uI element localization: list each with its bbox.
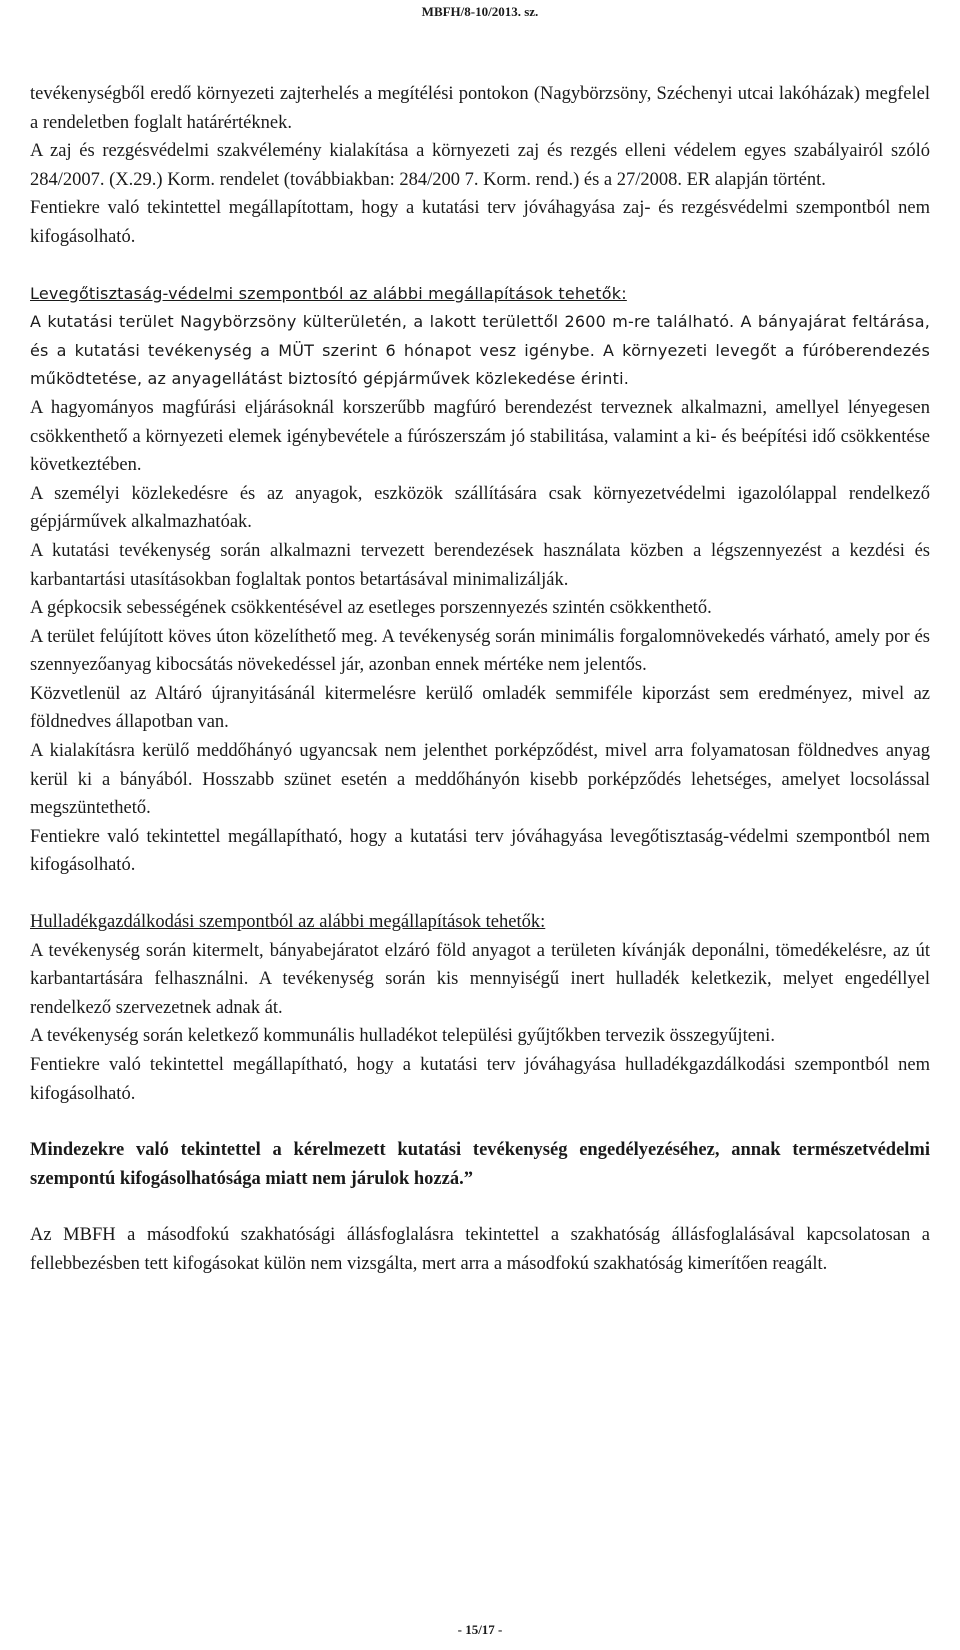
air-paragraph-4: A kutatási tevékenység során alkalmazni tervezett berendezések használata közben a légszennyezést a kezdési és karbantartási utasításokban foglaltak pontos betartásával minimalizálják. bbox=[30, 540, 930, 590]
spacer bbox=[30, 880, 930, 908]
air-paragraph-8: A kialakításra kerülő meddőhányó ugyancsak nem jelenthet porképződést, mivel arra folyamatosan földnedves anyag kerül ki a bányából. Hosszabb szünet esetén a meddőhányón kisebb porképződés lehetséges, amelyet locsolással megszüntethető. bbox=[30, 741, 930, 819]
waste-paragraph-1: A tevékenység során kitermelt, bányabejáratot elzáró föld anyagot a területen kívánják deponálni, tömedékelésre, az út karbantartására felhasználni. A tevékenység során kis mennyiségű inert hulladék keletkezik, melyet engedéllyel rendelkező szervezetnek adnak át. bbox=[30, 940, 930, 1018]
air-paragraph-1: A kutatási terület Nagybörzsöny külterületén, a lakott területtől 2600 m-re található. A bányajárat feltárása, és a kutatási tevékenység a MÜT szerint 6 hónapot vesz igénybe. A környezeti levegőt a fúróberendezés működtetése, az anyagellátást biztosító gépjárművek közlekedése érinti. bbox=[30, 312, 930, 389]
air-paragraph-3: A személyi közlekedésre és az anyagok, eszközök szállítására csak környezetvédelmi igazolólappal rendelkező gépjárművek alkalmazhatóak. bbox=[30, 483, 930, 533]
noise-paragraph-2: A zaj és rezgésvédelmi szakvélemény kialakítása a környezeti zaj és rezgés elleni védelem egyes szabályairól szóló 284/2007. (X.29.) Korm. rendelet (továbbiakban: 284/200 7. Korm. rend.) és a 27/2008. ER alapján történt. bbox=[30, 141, 930, 190]
spacer bbox=[30, 1108, 930, 1136]
waste-conclusion: Fentiekre való tekintettel megállapítható, hogy a kutatási terv jóváhagyása hulladékgazdálkodási szempontból nem kifogásolható. bbox=[30, 1055, 930, 1104]
waste-paragraph-2: A tevékenység során keletkező kommunális hulladékot települési gyűjtőkben tervezik összegyűjteni. bbox=[30, 1026, 775, 1047]
noise-paragraph-1: tevékenységből eredő környezeti zajterhelés a megítélési pontokon (Nagybörzsöny, Széchenyi utcai lakóházak) megfelel a rendeletben foglalt határértéknek. bbox=[30, 84, 930, 133]
air-paragraph-5: A gépkocsik sebességének csökkentésével az esetleges porszennyezés szintén csökkenthető. bbox=[30, 598, 712, 619]
document-reference: MBFH/8-10/2013. sz. bbox=[421, 4, 539, 19]
spacer bbox=[30, 1193, 930, 1221]
document-body bbox=[30, 80, 930, 1279]
air-conclusion: Fentiekre való tekintettel megállapítható, hogy a kutatási terv jóváhagyása levegőtisztaság-védelmi szempontból nem kifogásolható. bbox=[30, 826, 930, 876]
page-number: - 15/17 - bbox=[457, 1622, 503, 1637]
spacer bbox=[30, 252, 930, 280]
air-section-heading: Levegőtisztaság-védelmi szempontból az alábbi megállapítások tehetők: bbox=[30, 283, 627, 303]
closing-paragraph: Az MBFH a másodfokú szakhatósági állásfoglalásra tekintettel a szakhatóság állásfoglalásával kapcsolatosan a fellebbezésben tett kifogásokat külön nem vizsgálta, mert arra a másodfokú szakhatóság kimerítően reagált. bbox=[30, 1225, 930, 1274]
air-paragraph-7: Közvetlenül az Altáró újranyitásánál kitermelésre kerülő omladék semmiféle kiporzást sem eredményez, mivel az földnedves állapotban van. bbox=[30, 683, 930, 733]
air-paragraph-2: A hagyományos magfúrási eljárásoknál korszerűbb magfúró berendezést terveznek alkalmazni, amellyel lényegesen csökkenthető a környezeti elemek igénybevétele a fúrószerszám jó stabilitása, valamint a ki- és beépítési idő csökkentése következtében. bbox=[30, 397, 930, 476]
noise-conclusion: Fentiekre való tekintettel megállapítottam, hogy a kutatási terv jóváhagyása zaj- és rezgésvédelmi szempontból nem kifogásolható. bbox=[30, 198, 930, 247]
final-decision: Mindezekre való tekintettel a kérelmezett kutatási tevékenység engedélyezéséhez, annak természetvédelmi szempontú kifogásolhatósága miatt nem járulok hozzá.” bbox=[30, 1140, 930, 1189]
air-paragraph-6: A terület felújított köves úton közelíthető meg. A tevékenység során minimális forgalomnövekedés várható, amely por és szennyezőanyag kibocsátás növekedéssel jár, azonban ennek mértéke nem jelentős. bbox=[30, 626, 930, 676]
waste-section-heading: Hulladékgazdálkodási szempontból az alábbi megállapítások tehetők: bbox=[30, 912, 546, 933]
